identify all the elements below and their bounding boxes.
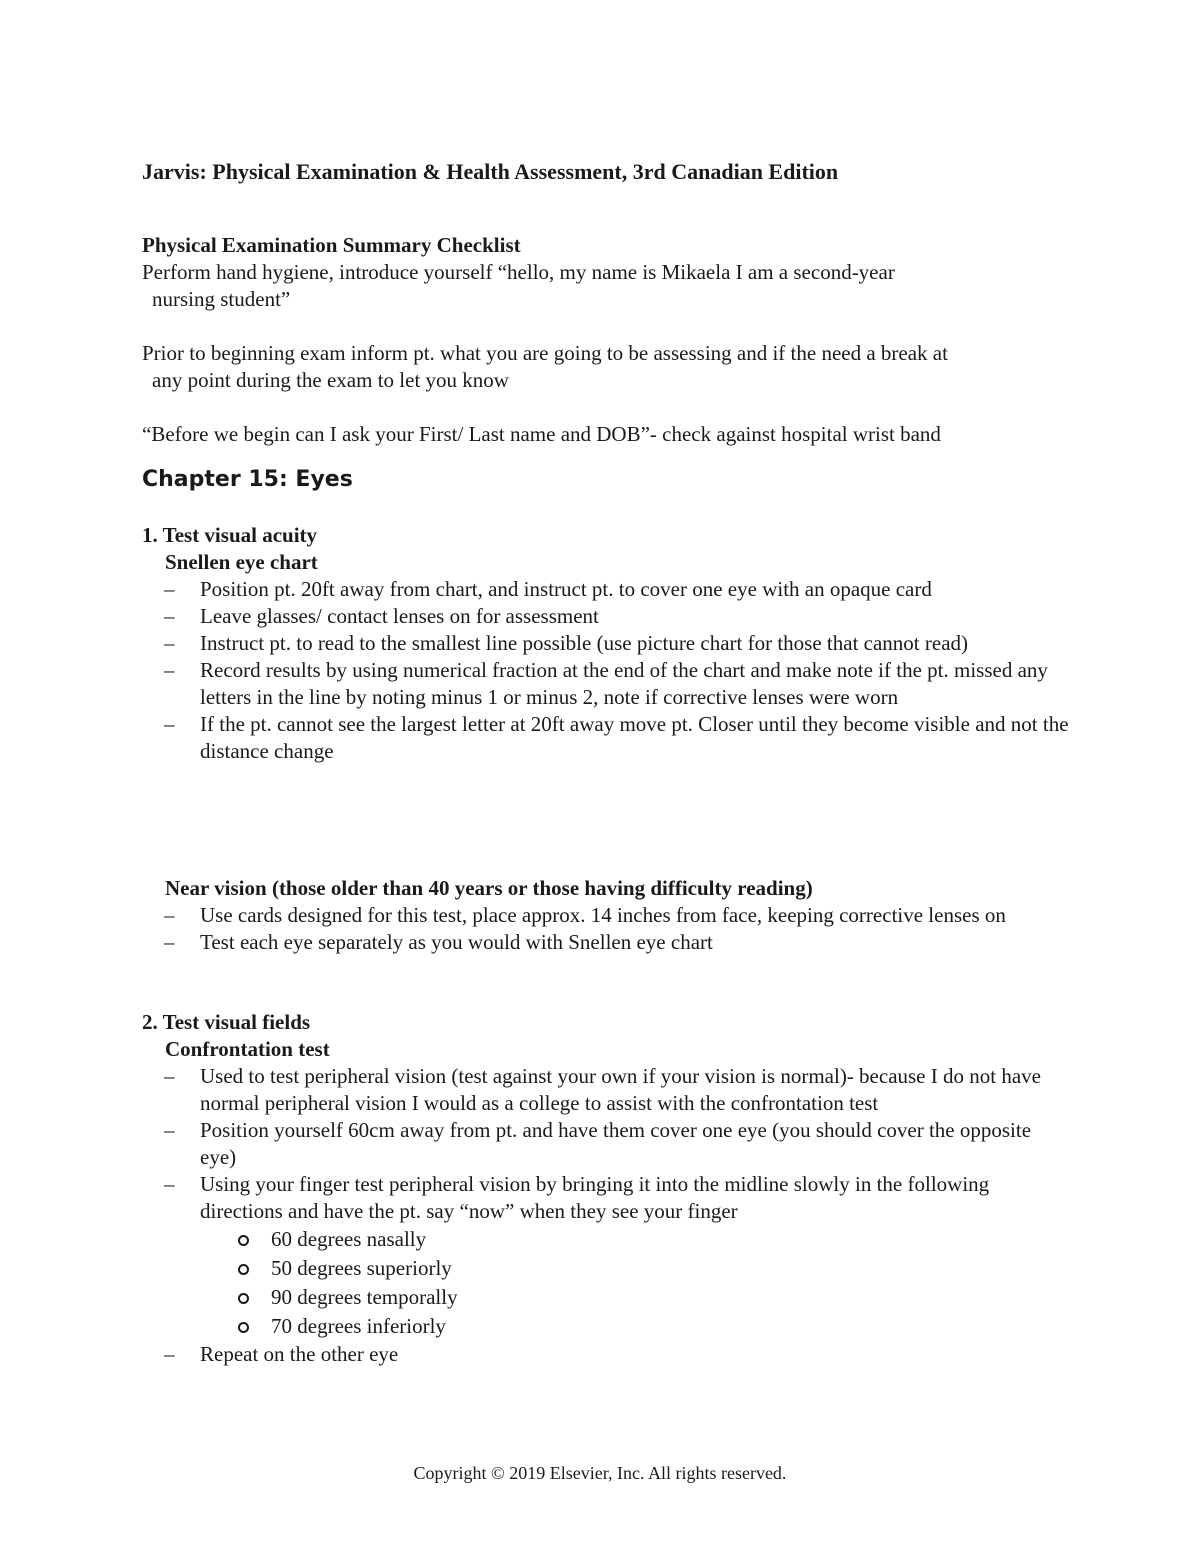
list-item xyxy=(142,1171,1072,1341)
copyright-footer: Copyright © 2019 Elsevier, Inc. All rights reserved. xyxy=(413,1463,787,1483)
section-visual-fields xyxy=(142,1009,1072,1368)
list-item xyxy=(142,1117,1072,1171)
list-item-text: Position yourself 60cm away from pt. and have them cover one eye (you should cover the opposite eye) xyxy=(200,1118,1032,1169)
list-item-text: Used to test peripheral vision (test against your own if your vision is normal)- because I do not have normal peripheral vision I would as a college to assist with the confrontation test xyxy=(200,1064,1041,1115)
identity-line-1: “Before we begin can I ask your First/ Last name and DOB”- check against hospital wrist band xyxy=(142,422,941,446)
circle-bullet-icon xyxy=(238,1293,249,1304)
snellen-list xyxy=(142,576,1072,765)
list-item xyxy=(142,630,1072,657)
intro-line-2: nursing student” xyxy=(152,287,291,311)
prior-line-2: any point during the exam to let you know xyxy=(152,368,509,392)
dash-bullet: – xyxy=(164,712,175,736)
chapter-title: Chapter 15: Eyes xyxy=(142,467,353,492)
dash-bullet: – xyxy=(164,1172,175,1196)
list-item xyxy=(142,576,1072,603)
list-item-text: 70 degrees inferiorly xyxy=(271,1314,446,1338)
prior-paragraph xyxy=(142,340,1062,394)
checklist-title: Physical Examination Summary Checklist xyxy=(142,233,521,257)
list-item xyxy=(142,902,1072,929)
document-title: Jarvis: Physical Examination & Health Assessment, 3rd Canadian Edition xyxy=(142,159,839,184)
snellen-heading: Snellen eye chart xyxy=(165,550,318,574)
list-item xyxy=(142,1312,1072,1341)
confrontation-list xyxy=(142,1063,1072,1368)
prior-line-1: Prior to beginning exam inform pt. what you are going to be assessing and if the need a break at xyxy=(142,341,948,365)
dash-bullet: – xyxy=(164,1118,175,1142)
list-item xyxy=(142,1063,1072,1117)
dash-bullet: – xyxy=(164,1064,175,1088)
intro-line-1: Perform hand hygiene, introduce yourself “hello, my name is Mikaela I am a second-year xyxy=(142,260,895,284)
intro-paragraph xyxy=(142,259,1062,313)
direction-list xyxy=(142,1225,1072,1341)
section-near-vision xyxy=(142,875,1072,956)
list-item-text: Position pt. 20ft away from chart, and instruct pt. to cover one eye with an opaque card xyxy=(200,577,932,601)
list-item-text: Use cards designed for this test, place approx. 14 inches from face, keeping corrective lenses on xyxy=(200,903,1006,927)
dash-bullet: – xyxy=(164,930,175,954)
section-visual-acuity xyxy=(142,522,1072,765)
confrontation-heading: Confrontation test xyxy=(165,1037,330,1061)
list-item xyxy=(142,1283,1072,1312)
list-item-text: Test each eye separately as you would with Snellen eye chart xyxy=(200,930,713,954)
circle-bullet-icon xyxy=(238,1235,249,1246)
list-item-text: Repeat on the other eye xyxy=(200,1342,399,1366)
list-item-text: Using your finger test peripheral vision by bringing it into the midline slowly in the following directions and have the pt. say “now” when they see your finger xyxy=(200,1172,990,1223)
list-item xyxy=(142,657,1072,711)
dash-bullet: – xyxy=(164,903,175,927)
list-item-text: Instruct pt. to read to the smallest line possible (use picture chart for those that cannot read) xyxy=(200,631,969,655)
near-vision-list xyxy=(142,902,1072,956)
circle-bullet-icon xyxy=(238,1264,249,1275)
list-item xyxy=(142,711,1072,765)
dash-bullet: – xyxy=(164,631,175,655)
list-item xyxy=(142,1225,1072,1254)
list-item-text: 90 degrees temporally xyxy=(271,1285,458,1309)
list-item-text: Record results by using numerical fraction at the end of the chart and make note if the pt. missed any letters in the line by noting minus 1 or minus 2, note if corrective lenses were worn xyxy=(200,658,1048,709)
dash-bullet: – xyxy=(164,658,175,682)
section-heading: 2. Test visual fields xyxy=(142,1010,311,1034)
list-item xyxy=(142,929,1072,956)
dash-bullet: – xyxy=(164,604,175,628)
section-heading: 1. Test visual acuity xyxy=(142,523,318,547)
list-item-text: 60 degrees nasally xyxy=(271,1227,427,1251)
list-item xyxy=(142,1341,1072,1368)
list-item-text: Leave glasses/ contact lenses on for assessment xyxy=(200,604,599,628)
dash-bullet: – xyxy=(164,1342,175,1366)
list-item-text: 50 degrees superiorly xyxy=(271,1256,452,1280)
list-item-text: If the pt. cannot see the largest letter at 20ft away move pt. Closer until they become visible and not the distance change xyxy=(200,712,1069,763)
identity-paragraph xyxy=(142,421,1062,448)
circle-bullet-icon xyxy=(238,1322,249,1333)
near-vision-heading: Near vision (those older than 40 years or those having difficulty reading) xyxy=(165,876,813,900)
dash-bullet: – xyxy=(164,577,175,601)
list-item xyxy=(142,603,1072,630)
list-item xyxy=(142,1254,1072,1283)
